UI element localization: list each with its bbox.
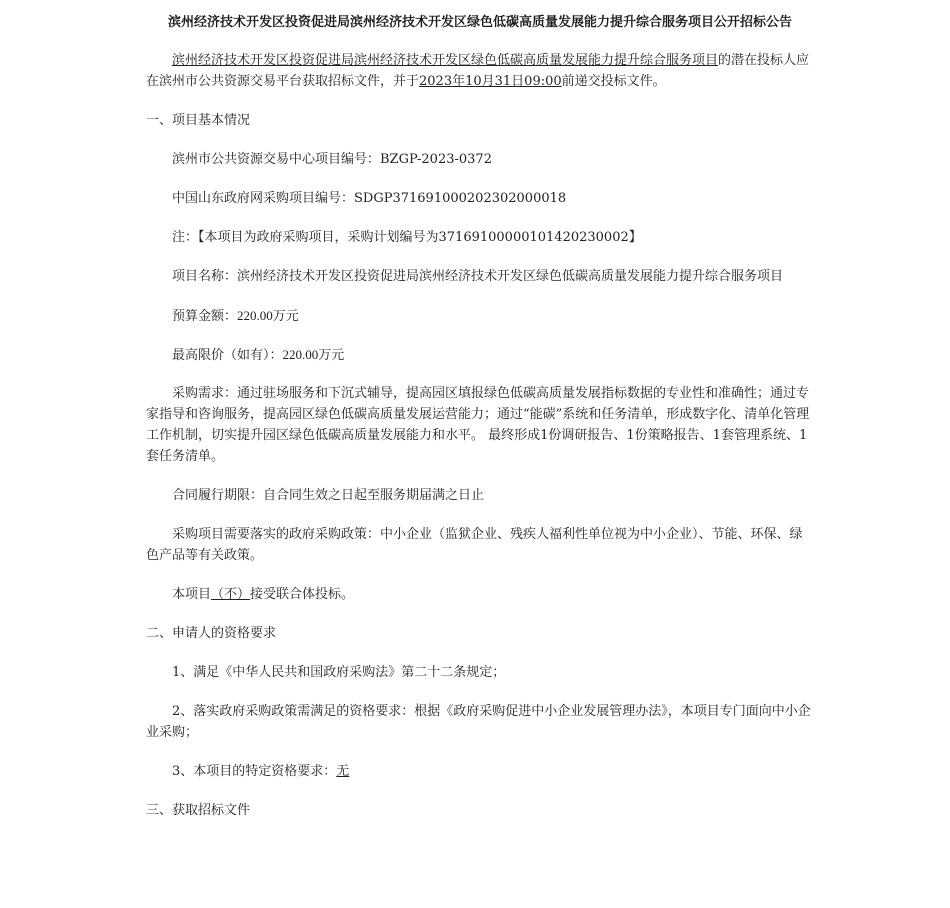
section-heading-basic-info: 一、项目基本情况 [146, 113, 251, 128]
procurement-policy: 采购项目需要落实的政府采购政策：中小企业（监狱企业、残疾人福利性单位视为中小企业）、节能、环保、绿色产品等有关政策。 [146, 527, 803, 563]
joint-text-b: 接受联合体投标。 [250, 587, 355, 602]
joint-not-marker: （不） [211, 587, 251, 602]
contract-period: 合同履行期限：自合同生效之日起至服务期届满之日止 [172, 488, 485, 503]
qualification-item-3 [146, 761, 814, 782]
procurement-plan-note: 注：【本项目为政府采购项目，采购计划编号为37169100000101420230002】 [172, 230, 642, 245]
item3-value: 无 [336, 764, 350, 779]
intro-text-b: 前递交投标文件。 [561, 74, 666, 89]
max-price: 最高限价（如有）：220.00万元 [172, 347, 345, 362]
section-heading-obtain-documents: 三、获取招标文件 [146, 803, 251, 818]
joint-text-a: 本项目 [172, 587, 212, 602]
document-title: 滨州经济技术开发区投资促进局滨州经济技术开发区绿色低碳高质量发展能力提升综合服务项目公开招标公告 [167, 15, 792, 30]
qualification-item-1: 1、满足《中华人民共和国政府采购法》第二十二条规定； [172, 665, 506, 680]
joint-bid-statement [146, 584, 814, 605]
intro-text-a: 的潜在投标人应在滨州市公共资源交易平台获取招标文件，并于 [146, 53, 810, 89]
procurement-requirement: 采购需求：通过驻场服务和下沉式辅导，提高园区填报绿色低碳高质量发展指标数据的专业性和准确性；通过专家指导和咨询服务，提高园区绿色低碳高质量发展运营能力；通过“能碳”系统和任务清单，形成数字化、清单化管理工作机制，切实提升园区绿色低碳高质量发展能力和水平。 最终形成1份调研报告、1份策略报告、1套管理系统、1套任务清单。 [146, 386, 810, 464]
gov-procurement-number: 中国山东政府网采购项目编号：SDGP371691000202302000018 [172, 191, 567, 206]
project-name-link[interactable]: 滨州经济技术开发区投资促进局滨州经济技术开发区绿色低碳高质量发展能力提升综合服务项目 [172, 53, 719, 68]
section-heading-qualification: 二、申请人的资格要求 [146, 626, 277, 641]
item3-text: 3、本项目的特定资格要求： [172, 764, 337, 779]
project-name: 项目名称：滨州经济技术开发区投资促进局滨州经济技术开发区绿色低碳高质量发展能力提升综合服务项目 [172, 269, 784, 284]
intro-paragraph [146, 50, 814, 92]
budget-amount: 预算金额：220.00万元 [172, 308, 299, 323]
announcement-document [146, 0, 814, 821]
center-project-number: 滨州市公共资源交易中心项目编号：BZGP-2023-0372 [172, 152, 492, 167]
qualification-item-2: 2、落实政府采购政策需满足的资格要求：根据《政府采购促进中小企业发展管理办法》，本项目专门面向中小企业采购； [146, 704, 811, 740]
bid-deadline: 2023年10月31日09:00 [419, 74, 562, 89]
